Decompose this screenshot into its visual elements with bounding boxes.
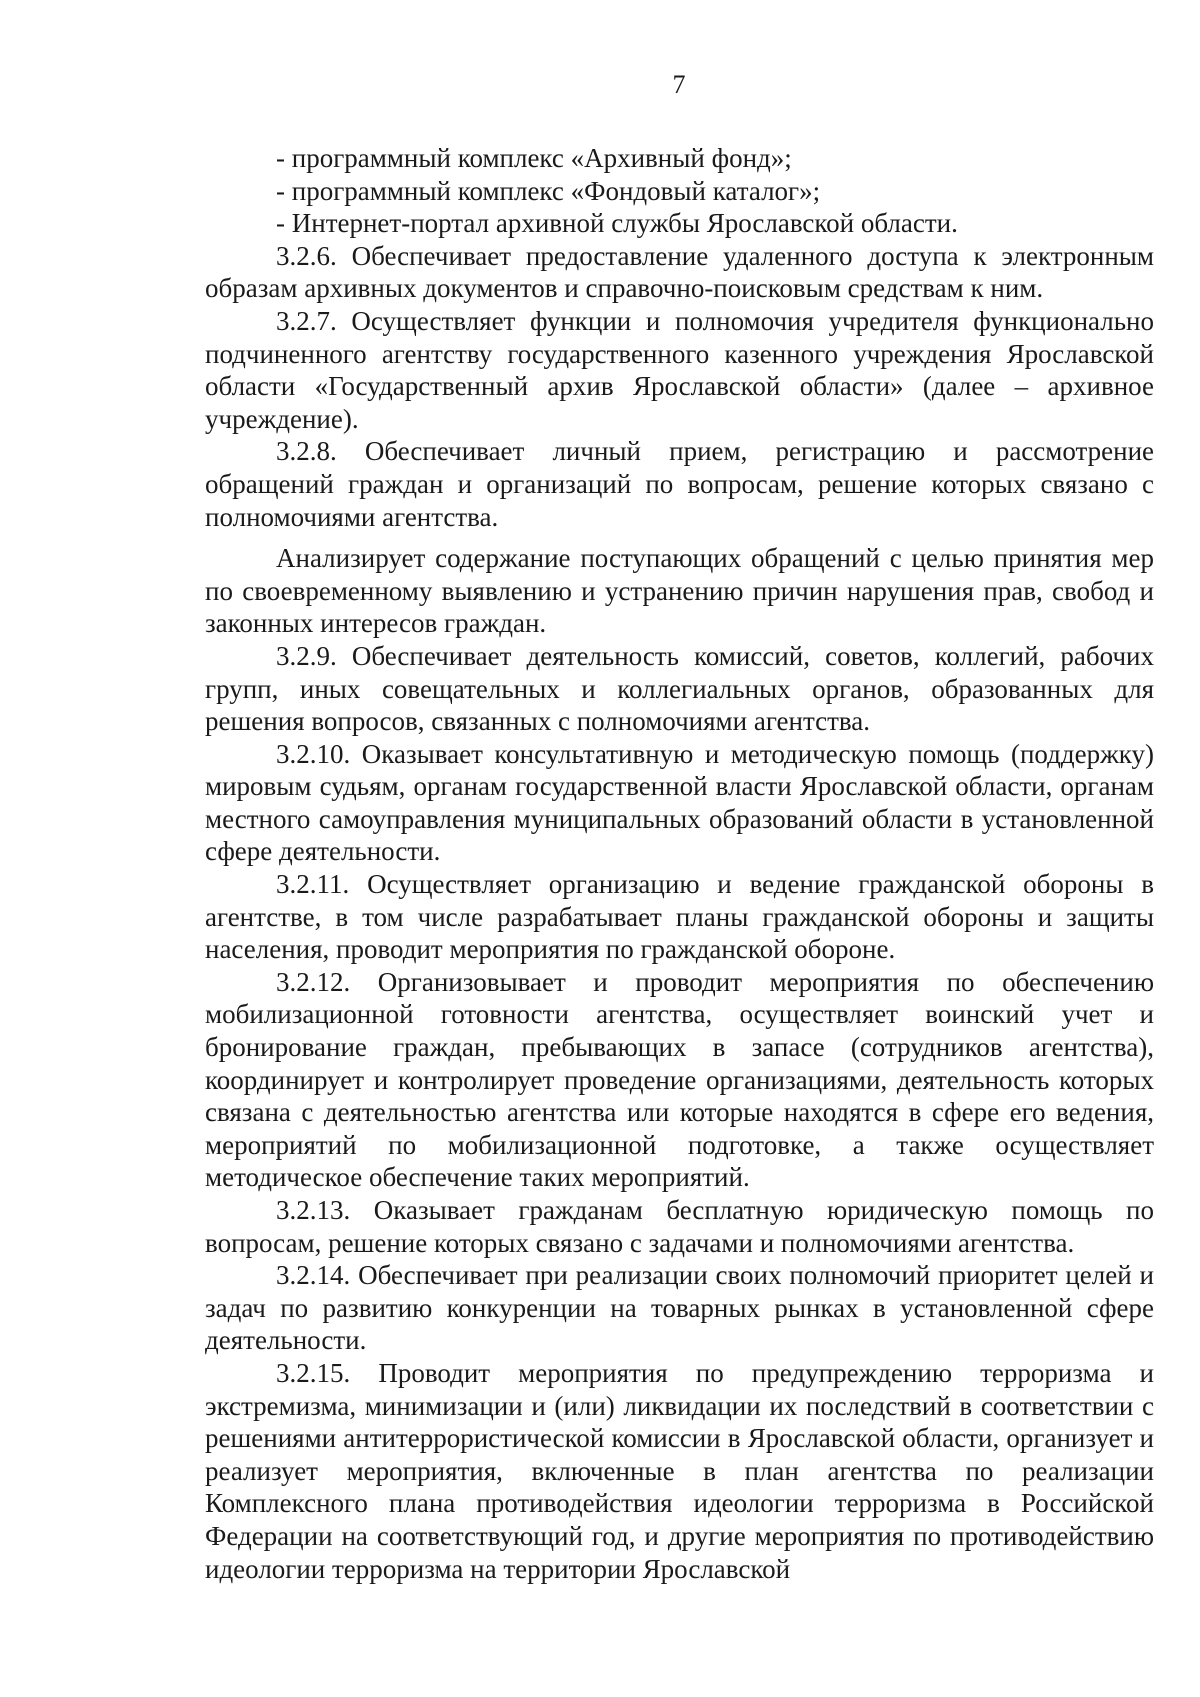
list-item-fund-catalog: - программный комплекс «Фондовый каталог»;: [276, 175, 821, 206]
clause-3-2-9: 3.2.9. Обеспечивает деятельность комиссий, советов, коллегий, рабочих групп, иных совещательных и коллегиальных органов, образованных для решения вопросов, связанных с полномочиями агентства.: [205, 640, 1154, 737]
clause-3-2-14: 3.2.14. Обеспечивает при реализации своих полномочий приоритет целей и задач по развитию конкуренции на товарных рынках в установленной сфере деятельности.: [205, 1260, 1154, 1356]
list-item-internet-portal: - Интернет-портал архивной службы Ярославской области.: [276, 208, 958, 239]
clause-3-2-6: 3.2.6. Обеспечивает предоставление удаленного доступа к электронным образам архивных документов и справочно-поисковым средствам к ним.: [205, 240, 1154, 304]
clause-3-2-7: 3.2.7. Осуществляет функции и полномочия учредителя функционально подчиненного агентству государственного казенного учреждения Ярославской области «Государственный архив Ярославской области» (далее – архивное учреждение).: [205, 305, 1154, 434]
clause-3-2-12: 3.2.12. Организовывает и проводит мероприятия по обеспечению мобилизационной готовности агентства, осуществляет воинский учет и бронирование граждан, пребывающих в запасе (сотрудников агентства), координирует и контролирует проведение организациями, деятельность которых связана с деятельностью агентства или которые находятся в сфере его ведения, мероприятий по мобилизационной подготовке, а также осуществляет методическое обеспечение таких мероприятий.: [205, 966, 1154, 1193]
clause-3-2-11: 3.2.11. Осуществляет организацию и ведение гражданской обороны в агентстве, в том числе разрабатывает планы гражданской обороны и защиты населения, проводит мероприятия по гражданской обороне.: [205, 869, 1154, 965]
list-item-archive-fund: - программный комплекс «Архивный фонд»;: [276, 143, 792, 173]
clause-3-2-10: 3.2.10. Оказывает консультативную и методическую помощь (поддержку) мировым судьям, органам государственной власти Ярославской области, органам местного самоуправления муниципальных образований области в установленной сфере деятельности.: [205, 738, 1154, 867]
clause-3-2-15: 3.2.15. Проводит мероприятия по предупреждению терроризма и экстремизма, минимизации и (или) ликвидации их последствий в соответствии с решениями антитеррористической комиссии в Ярославской области, организует и реализует мероприятия, включенные в план агентства по реализации Комплексного плана противодействия идеологии терроризма в Российской Федерации на соответствующий год, и другие мероприятия по противодействию идеологии терроризма на территории Ярославской: [205, 1357, 1154, 1584]
clause-3-2-8: 3.2.8. Обеспечивает личный прием, регистрацию и рассмотрение обращений граждан и организаций по вопросам, решение которых связано с полномочиями агентства.: [205, 436, 1154, 532]
clause-3-2-13: 3.2.13. Оказывает гражданам бесплатную юридическую помощь по вопросам, решение которых связано с задачами и полномочиями агентства.: [205, 1195, 1154, 1258]
page-number: 7: [672, 70, 686, 99]
document-body: [205, 142, 1154, 1585]
clause-3-2-8-continuation: Анализирует содержание поступающих обращений с целью принятия мер по своевременному выявлению и устранению причин нарушения прав, свобод и законных интересов граждан.: [205, 543, 1154, 639]
